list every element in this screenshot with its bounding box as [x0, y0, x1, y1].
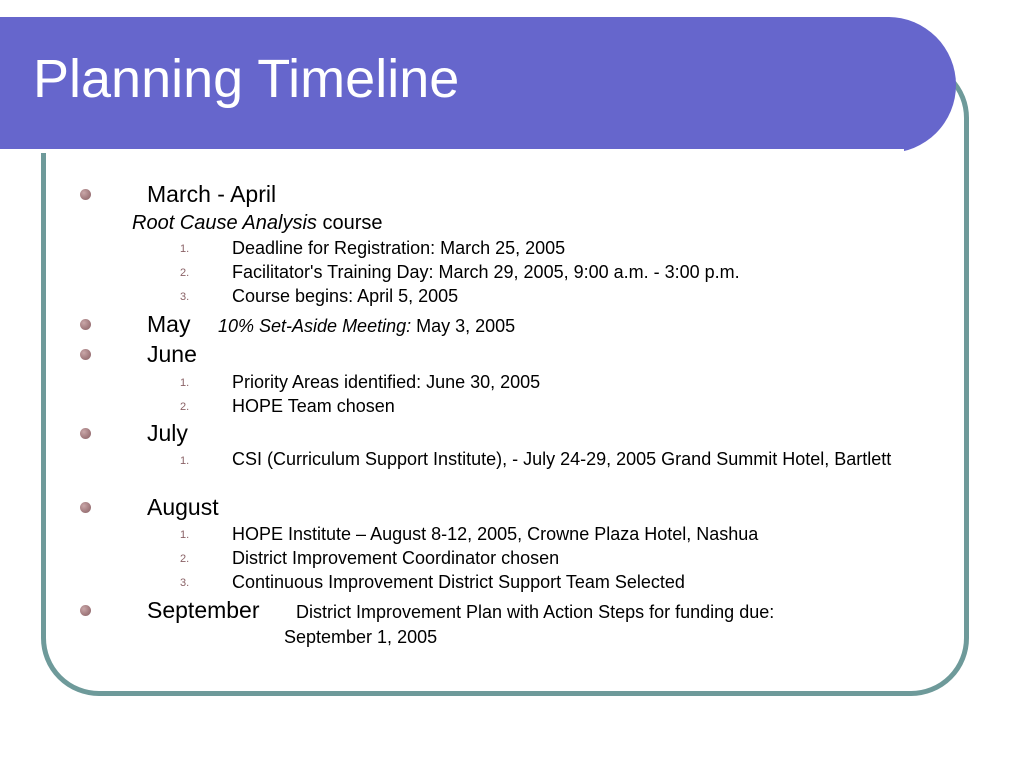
- section-label: May: [147, 311, 191, 337]
- bullet-icon: [80, 319, 91, 330]
- slide-title: Planning Timeline: [33, 49, 460, 109]
- section-label: June: [147, 341, 197, 367]
- list-item: Priority Areas identified: June 30, 2005: [232, 372, 541, 392]
- list-item: District Improvement Coordinator chosen: [232, 548, 560, 568]
- list-number: 2.: [180, 267, 190, 279]
- list-item: Facilitator's Training Day: March 29, 2005, 9:00 a.m. - 3:00 p.m.: [232, 262, 740, 282]
- section-label: July: [147, 420, 188, 446]
- bullet-icon: [80, 428, 91, 439]
- may-meeting-italic: 10% Set-Aside Meeting:: [218, 316, 412, 336]
- subtitle-rest: course: [316, 212, 383, 234]
- list-number: 1.: [180, 529, 190, 541]
- september-deadline-date: September 1, 2005: [284, 627, 438, 647]
- may-meeting-text: [218, 315, 515, 337]
- list-item: CSI (Curriculum Support Institute), - July 24-29, 2005 Grand Summit Hotel, Bartlett: [232, 449, 892, 469]
- list-number: 1.: [180, 243, 190, 255]
- list-number: 1.: [180, 455, 190, 467]
- list-item: Deadline for Registration: March 25, 2005: [232, 238, 566, 258]
- list-item: Course begins: April 5, 2005: [232, 286, 459, 306]
- list-number: 3.: [180, 577, 190, 589]
- september-deadline-text: District Improvement Plan with Action Steps for funding due:: [296, 602, 775, 622]
- list-number: 2.: [180, 553, 190, 565]
- bullet-icon: [80, 189, 91, 200]
- bullet-icon: [80, 349, 91, 360]
- list-number: 3.: [180, 291, 190, 303]
- section-label: August: [147, 494, 219, 520]
- section-label: March - April: [147, 181, 277, 207]
- bullet-icon: [80, 502, 91, 513]
- section-label: September: [147, 597, 260, 623]
- list-number: 1.: [180, 377, 190, 389]
- subtitle-italic: Root Cause Analysis: [132, 212, 317, 234]
- section-subtitle: [132, 211, 383, 235]
- list-item: Continuous Improvement District Support Team Selected: [232, 572, 685, 592]
- list-item: HOPE Institute – August 8-12, 2005, Crowne Plaza Hotel, Nashua: [232, 524, 759, 544]
- bullet-icon: [80, 605, 91, 616]
- list-number: 2.: [180, 401, 190, 413]
- list-item: HOPE Team chosen: [232, 396, 395, 416]
- may-meeting-date: May 3, 2005: [411, 316, 516, 336]
